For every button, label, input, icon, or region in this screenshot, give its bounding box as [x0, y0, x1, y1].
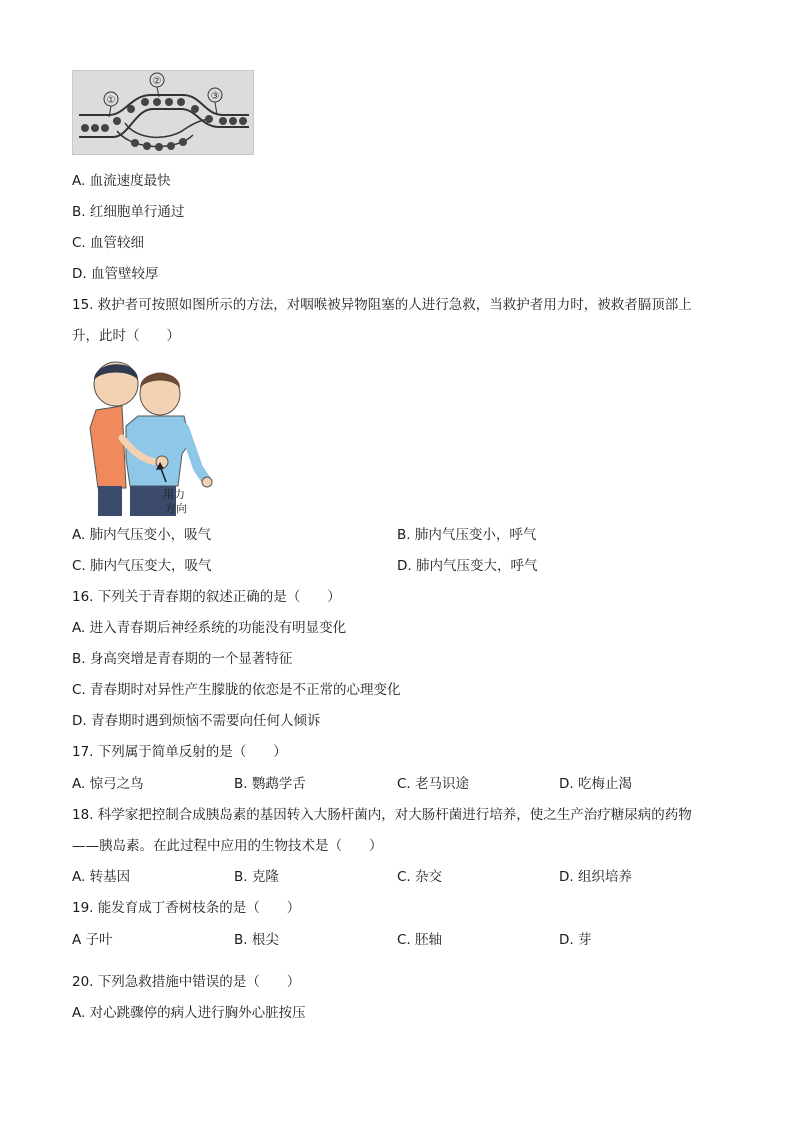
- q17-option-c: C. 老马识途: [397, 776, 470, 792]
- q18-option-d: D. 组织培养: [559, 869, 632, 885]
- q19-stem: 19. 能发育成丁香树枝条的是（ ）: [72, 900, 301, 916]
- q18-stem-line2: ——胰岛素。在此过程中应用的生物技术是（ ）: [72, 838, 383, 854]
- q16-option-a: A. 进入青春期后神经系统的功能没有明显变化: [72, 620, 347, 636]
- q19-option-c: C. 胚轴: [397, 932, 443, 948]
- q14-option-b: B. 红细胞单行通过: [72, 204, 185, 220]
- q17-option-b: B. 鹦鹉学舌: [234, 776, 306, 792]
- force-label-line2: 方向: [165, 502, 187, 515]
- q17-stem: 17. 下列属于简单反射的是（ ）: [72, 744, 287, 760]
- q18-option-a: A. 转基因: [72, 869, 131, 885]
- q16-stem: 16. 下列关于青春期的叙述正确的是（ ）: [72, 589, 341, 605]
- q14-option-c: C. 血管较细: [72, 235, 145, 251]
- q17-option-a: A. 惊弓之鸟: [72, 776, 144, 792]
- force-label-line1: 用力: [163, 488, 185, 501]
- q15-stem-line1: 15. 救护者可按照如图所示的方法，对咽喉被异物阻塞的人进行急救，当救护者用力时，被救者膈顶部上: [72, 297, 692, 313]
- q20-option-a: A. 对心跳骤停的病人进行胸外心脏按压: [72, 1005, 306, 1021]
- q18-option-b: B. 克隆: [234, 869, 279, 885]
- q15-option-c: C. 肺内气压变大，吸气: [72, 558, 212, 574]
- q19-option-a: A 子叶: [72, 932, 113, 948]
- q15-stem-line2: 升，此时（ ）: [72, 328, 180, 344]
- q14-option-a: A. 血流速度最快: [72, 173, 171, 189]
- blood-vessel-figure: [72, 70, 254, 155]
- vessel-label-2: ②: [152, 76, 162, 87]
- q14-option-d: D. 血管壁较厚: [72, 266, 159, 282]
- vessel-label-1: ①: [106, 95, 116, 106]
- q20-stem: 20. 下列急救措施中错误的是（ ）: [72, 974, 301, 990]
- q19-option-d: D. 芽: [559, 932, 592, 948]
- q16-option-c: C. 青春期时对异性产生朦胧的依恋是不正常的心理变化: [72, 682, 401, 698]
- q15-option-d: D. 肺内气压变大，呼气: [397, 558, 538, 574]
- heimlich-figure: [86, 358, 226, 518]
- q15-option-b: B. 肺内气压变小，呼气: [397, 527, 537, 543]
- q17-option-d: D. 吃梅止渴: [559, 776, 632, 792]
- q18-option-c: C. 杂交: [397, 869, 443, 885]
- q16-option-d: D. 青春期时遇到烦恼不需要向任何人倾诉: [72, 713, 321, 729]
- q18-stem-line1: 18. 科学家把控制合成胰岛素的基因转入大肠杆菌内，对大肠杆菌进行培养，使之生产治疗糖尿病的药物: [72, 807, 692, 823]
- q19-option-b: B. 根尖: [234, 932, 279, 948]
- vessel-label-3: ③: [210, 91, 220, 102]
- q15-option-a: A. 肺内气压变小，吸气: [72, 527, 212, 543]
- q16-option-b: B. 身高突增是青春期的一个显著特征: [72, 651, 293, 667]
